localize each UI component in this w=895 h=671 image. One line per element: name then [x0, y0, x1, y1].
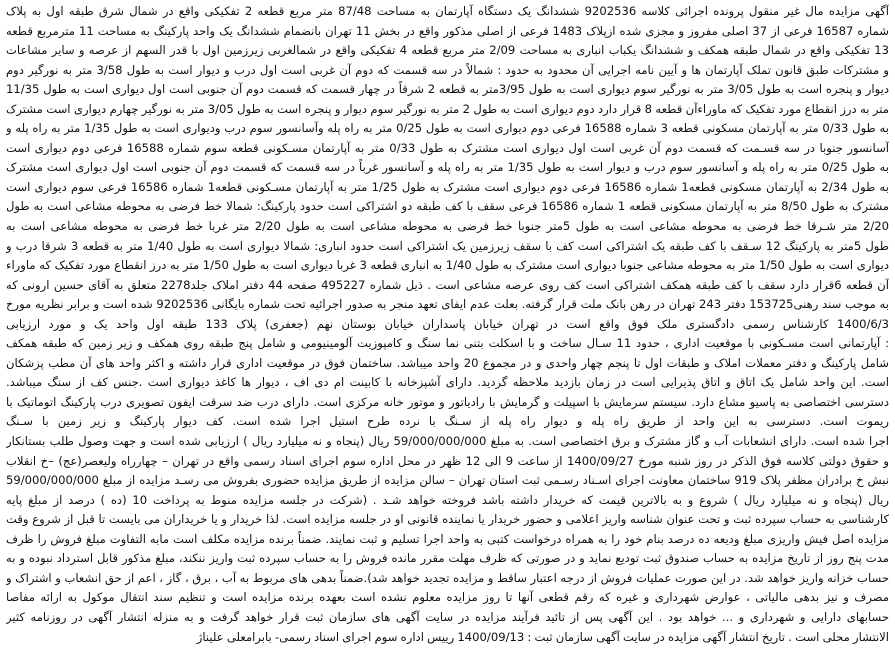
- notice-text-line: مشترک به طول 8/50 متر به آپارتمان مسکونی قطعه 1 شماره 16586 فرعی سقف با کف طبقه دو اشتراکی است حدود پارکینگ: شمالا خط فرضی به محوطه مشاعی است به طول: [6, 199, 889, 214]
- notice-text-line: به موجب سند رهنی153725 دفتر 243 تهران در رهن بانک ملت قرار گرفته. بعلت عدم ایفای تعهد منجر به صدور اجرائیه تحت شماره بایگانی 9202536 شده است و برابر نظریه مورخ: [6, 297, 889, 312]
- notice-text-line: به طول 0/25 متر به راه پله و آسانسور سوم درب و دیوار است به طول 1/35 متر به راه پله و آسانسور غرباً در سه قسمت که قسمت دوم آن جنوبی است اول دیواری است مشترک: [6, 160, 889, 175]
- notice-text-line: حساب خزانه واریز خواهد شد. در این صورت عملیات فروش از درجه اعتبار ساقط و مزایده تجدید خواهد شد).ضمناً بدهی های مربوط به آب ، برق ، گاز ، اعم از حق انشعاب و اشتراک و: [6, 570, 889, 585]
- notice-text-line: متر به درز انقطاع مورد تفکیک که ماوراءآن قطعه 8 قرار دارد دوم دیواری است به طول 2 متر به نورگیر سوم دیوار و پنجره است به طول 3/05 متر به نورگیر چهارم دیواری است مشترک: [6, 101, 889, 116]
- notice-text-line: : آپارتمانی است مسـکونی با موقعیت اداری ، حدود 11 سـال ساخت و با اسکلت بتنی نما سنگ و کامپوزیت آلومینیومی و شامل پنج طبقه روی همکف و زیر زمین که طبقه همکف: [6, 336, 889, 351]
- notice-text-line: طول 5متر به پارکینگ 12 سـقف با کف طبقه یک اشتراکی است کف با سقف زیرزمین یک اشتراکی است حدود انباری: شمالا دیواری است به طول 1/40 متر به قطعه 3 شرقا درب و: [6, 238, 889, 253]
- notice-text-line: آن قطعه 6قرار دارد سقف با کف طبقه همکف اشتراکی است کف روی عرصه مشاعی است . ذیل شماره 495227 صفحه 44 دفتر املاک جلد2278 متعلق به آقای حسین ارونی که: [6, 277, 889, 292]
- notice-text-line: ریال (پنجاه و نه میلیارد ریال ) شروع و به بالاترین قیمت که خریدار داشته باشد فروخته خواهد شـد . (شرکت در جلسه مزایده منوط به پرداخت 10 (ده ) درصد از مبلغ پایه: [6, 492, 889, 507]
- notice-text-line: حسابهای دارایی و شهرداری و ... خواهد بود . این آگهی پس از تائید فرآیند مزایده در سایت آگهی های سازمان ثبت قرار خواهد گرفت و به منزله انتشار آگهی در روزنامه کثیر: [6, 609, 889, 624]
- notice-text-line: کارشناسی به حساب سپرده ثبت و تحت عنوان شناسه واریز اعلامی و حضور خریدار یا نماینده قانونی او در جلسه مزایده است. لذا خریدار و یا خریداران می بایست تا قبل از شروع وقت: [6, 512, 889, 527]
- notice-text-line: الانتشار محلی است . تاریخ انتشار آگهی مزایده در سایت آگهی سازمان ثبت : 1400/09/13 رییس اداره سوم اجرای اسناد رسمی- بابرامعلی علیناژ: [196, 629, 889, 644]
- notice-text-line: شماره 16587 فرعی از 37 اصلی مفروز و مجزی شده ازپلاک 1483 فرعی از اصلی مذکور واقع در بخش 11 تهران بانضمام ششدانگ یک واحد پارکینگ به مساحت 11 مترمربع قطعه: [6, 23, 889, 38]
- notice-text-line: 13 تفکیکی واقع در شمال طبقه همکف و ششدانگ یکباب انباری به مساحت 2/09 متر مربع قطعه 4 تفکیکی واقع در شمالغربی زیرزمین اول با قدر السهم از عرصه و سایر مشاعات: [6, 43, 889, 58]
- notice-text-line: به طول 2/34 به آپارتمان مسکونی قطعه1 شماره 16586 فرعی دوم دیواری است مشترک به طول 1/25 متر به آپارتمان مسـکونی قطعه1 شماره 16586 فرعی سوم دیواری است: [6, 179, 889, 194]
- notice-text-line: دیواری است به طول 1/50 متر به محوطه مشاعی جنوبا دیواری است مشترک به طول 1/40 به انباری قطعه 3 غربا دیواری است به طول 1/50 متر به درز انقطاع مورد تفکیک که ماوراء: [6, 258, 889, 273]
- notice-text-line: و مشترکات طبق قانون تملک آپارتمان ها و آیین نامه اجرایی آن محدود به حدود : شمالاً در سه قسمت که دوم آن غربی است اول درب و دیوار است به طول 3/58 متر به نورگیر دوم: [6, 62, 889, 77]
- notice-text-line: آسانسور جنوبا در سه قسـمت که قسمت دوم آن غربی است اول دیواری است مشترک به طول 0/33 متر به آپارتمان مسـکونی قطعه سوم شماره 16588 فرعی دوم دیواری است: [6, 140, 889, 155]
- notice-text-line: نبش خ برادران مظفر پلاک 919 ساختمان معاونت اجرای اسـناد رسـمی ثبت استان تهران – سالن مزایده از طریق مزایده حضوری بفروش می رسـد مزایده از مبلغ 59/000/000/000: [6, 473, 889, 488]
- notice-text-line: 1400/6/3 کارشناس رسمی دادگستری ملک فوق واقع است در تهران خیابان پاسداران خیابان بوستان نهم (جعفری) پلاک 133 طبقه اول واحد یک و مورد ارزیابی: [6, 316, 889, 331]
- notice-text-line: اجرا شده است. دارای انشعابات آب و گاز مشترک و برق اختصاصی است. به مبلغ 59/000/000/000 ریال (پنجاه و نه میلیارد ریال ) ارزیابی شده است و جهت وصول طلب بستانکار: [6, 434, 889, 449]
- notice-text-line: مزایده اصل فیش واریزی مبلغ ودیعه ده درصد بنام خود را به همراه درخواست کتبی به واحد اجرا تسلیم و ثبت نمایند. ضمناً برنده مزایده مکلف است مابه التفاوت مبلغ فروش را ظرف: [6, 531, 889, 546]
- notice-text-line: است. این واحد شامل یک اتاق و اتاق پذیرایی است در زمان بازدید ملاحظه گردید. دارای آشپزخانه با کابینت ام دی اف ، دیوار ها کاغذ دیواری است .جنس کف از سنگ میباشد.: [6, 375, 889, 390]
- notice-text-line: ریموت است. دسترسی به این واحد از طریق راه پله و دیوار راه پله از سـنگ با نرده طرح استیل اجرا شده است. کف دیوار پارکینگ و زیر زمین با سـنگ: [6, 414, 889, 429]
- notice-text-line: مدت پنج روز از تاریخ مزایده به حساب صندوق ثبت تودیع نماید و در صورتی که ظرف مهلت مقرر مانده فروش را به حساب سپرده ثبت واریز ننکند، مبلغ مذکور قابل استرداد نبوده و به: [6, 551, 889, 566]
- notice-text-line: به طول 0/33 متر به آپارتمان مسکونی قطعه 3 شماره 16588 فرعی دوم دیواری است به طول 0/25 متر به راه پله وآسانسور سوم درب ودیواری است به طول 1/35 متر به راه پله و: [6, 121, 889, 136]
- notice-text-line: دسترسی اختصاصی به پاسیو مشاع دارد. سیستم سرمایش با اسپیلت و گرمایش با رادیاتور و موتور خانه مرکزی است. دارای درب ضد سرقت ایفون تصویری درب پارکینگ اتوماتیک با: [6, 394, 889, 409]
- notice-text-line: و حقوق دولتی کلاسه فوق الذکر در روز شنبه مورخ 1400/09/27 از ساعت 9 الی 12 ظهر در محل اداره سوم اجرای اسناد رسمی واقع در تهران – چهارراه ولیعصر(عج) –خ انقلاب: [6, 453, 889, 468]
- notice-text-line: دیوار و پنجره است به طول 3/05 متر به نورگیر سوم دیواری است به طول 3/95متر به قطعه 2 شرقاً در چهار قسمت که قسمت دوم آن جنوبی است اول دیواری است به طول 11/35: [6, 82, 889, 97]
- notice-text-line: 2/20 متر شـرقا خط فرضی به محوطه مشاعی است به طول 5متر جنوبا خط فرضی به محوطه مشاعی است به طول 2/20 متر غربا خط فرضی به محوطه مشاعی است به: [6, 219, 889, 234]
- notice-text-line: آگهی مزایده مال غیر منقول پرونده اجرائی کلاسه 9202536 ششدانگ یک دستگاه آپارتمان به مساحت 87/48 متر مربع قطعه 2 تفکیکی واقع در شمال شرق طبقه اول به پلاک: [6, 4, 889, 18]
- notice-text-line: شامل پارکینگ و دفتر معملات املاک و طبقات اول تا پنجم چهار واحدی و در مجموع 20 واحد میباشد. ساختمان فوق در موقعیت اداری قرار داشته و اکثر واحد های آن مطب پزشکان: [6, 355, 889, 370]
- notice-text-line: مصرف و نیز بدهی مالیاتی ، عوارض شهرداری و غیره که رقم قطعی آنها تا روز مزایده معلوم نشده است بعهده برنده مزایده است و تنظیم سند انتقال موکول به ارائه مفاصا: [6, 590, 889, 605]
